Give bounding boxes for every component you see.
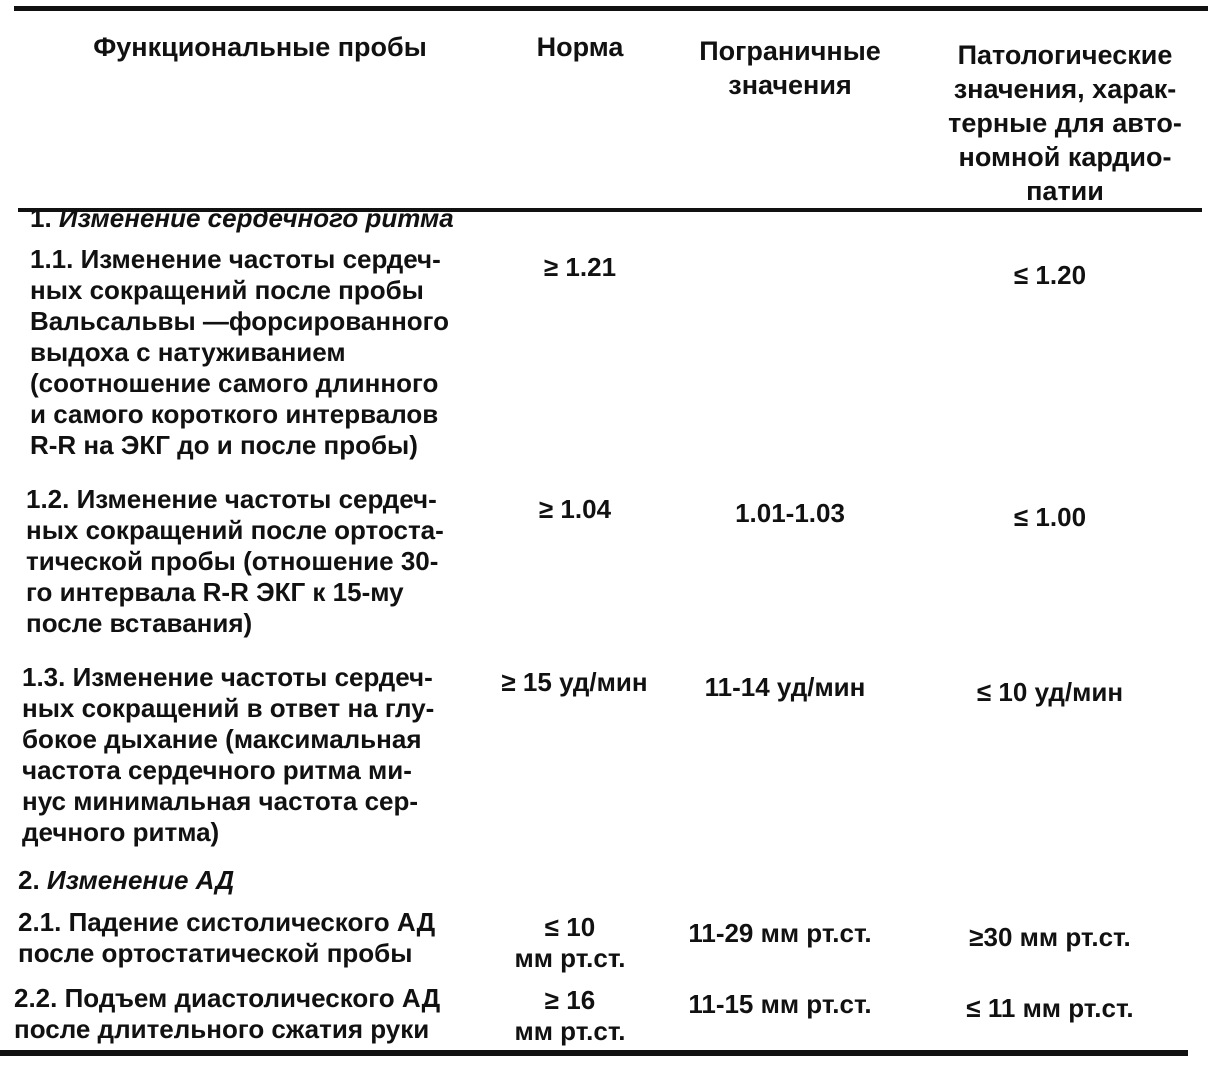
row-2-2-pathological: ≤ 11 мм рт.ст.: [966, 993, 1134, 1023]
row-1-1-norm: ≥ 1.21: [543, 252, 617, 282]
row-1-2-borderline: 1.01-1.03: [735, 498, 845, 528]
header-norm: Норма: [536, 32, 624, 62]
header-functional-tests: Функциональные пробы: [93, 32, 427, 62]
table-bottom-rule: [0, 1050, 1188, 1056]
row-2-1-norm: ≤ 10 мм рт.ст.: [514, 912, 626, 973]
row-1-2-label: 1.2. Изменение частоты сердеч- ных сокращений после ортоста- тической пробы (отношение 30- го интервала R-R ЭКГ к 15-му после вставания): [26, 484, 444, 638]
row-1-3-borderline: 11-14 уд/мин: [704, 672, 866, 702]
header-borderline: Пограничные значения: [699, 36, 881, 100]
row-1-1-pathological: ≤ 1.20: [1013, 260, 1087, 290]
row-1-1-label: 1.1. Изменение частоты сердеч- ных сокращений после пробы Вальсальвы —форсированного выдоха с натуживанием (соотношение самого длинного и самого короткого интервалов R-R на ЭКГ до и после пробы): [30, 244, 450, 460]
row-2-2-borderline: 11-15 мм рт.ст.: [688, 989, 872, 1019]
row-1-3-label: 1.3. Изменение частоты сердеч- ных сокращений в ответ на глу- бокое дыхание (максимальная частота сердечного ритма ми- нус минимальная частота сер- дечного ритма): [22, 662, 435, 847]
row-2-1-label: 2.1. Падение систолического АД после ортостатической пробы: [18, 907, 436, 968]
row-2-1-borderline: 11-29 мм рт.ст.: [688, 918, 872, 948]
row-2-1-pathological: ≥30 мм рт.ст.: [969, 922, 1131, 952]
row-1-3-norm: ≥ 15 уд/мин: [501, 667, 648, 697]
section-1-heading: 1. Изменение сердечного ритма: [30, 203, 454, 233]
table-top-rule: [14, 6, 1208, 11]
row-1-2-pathological: ≤ 1.00: [1013, 502, 1087, 532]
row-2-2-norm: ≥ 16 мм рт.ст.: [514, 985, 626, 1046]
section-2-heading: 2. Изменение АД: [18, 865, 235, 895]
row-1-2-norm: ≥ 1.04: [538, 494, 612, 524]
row-1-3-pathological: ≤ 10 уд/мин: [976, 677, 1124, 707]
header-pathological: Патологические значения, харак- терные для авто- номной кардио- патии: [948, 40, 1182, 206]
row-2-2-label: 2.2. Подъем диастолического АД после длительного сжатия руки: [14, 983, 441, 1044]
